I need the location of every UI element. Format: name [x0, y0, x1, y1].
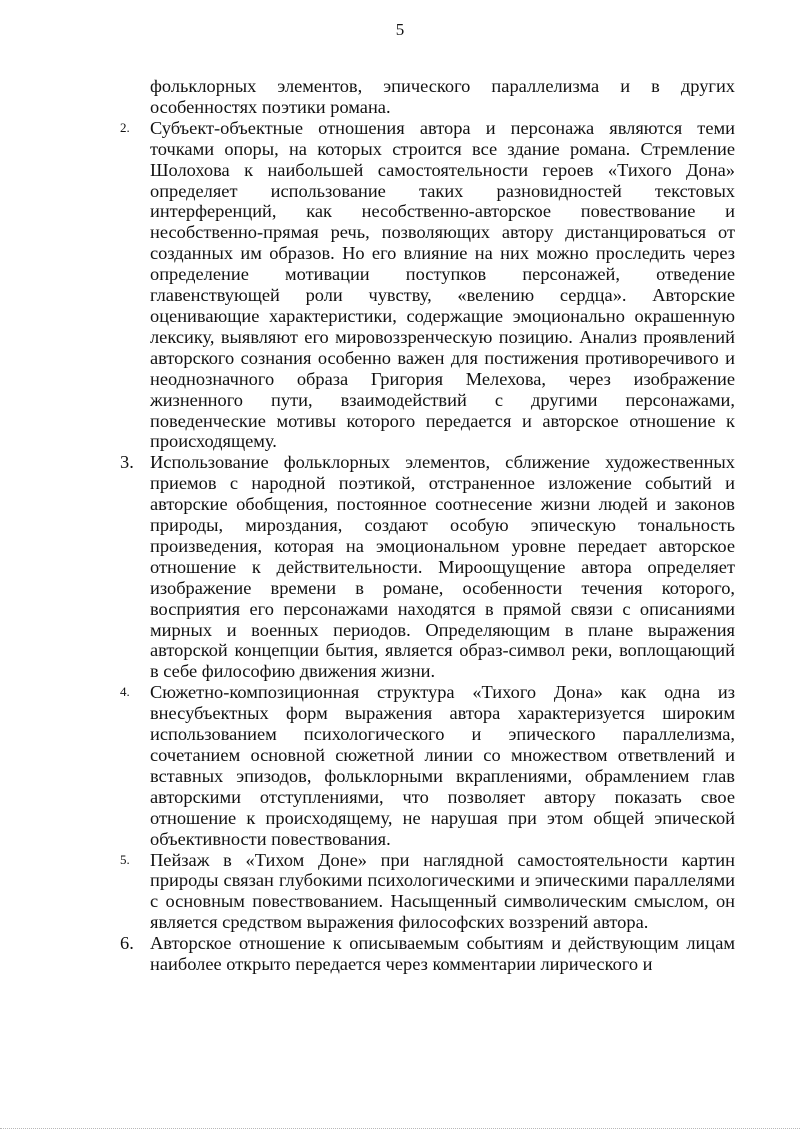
list-item-text: Авторское отношение к описываемым событиям и действующим лицам наиболее открыто передается через комментарии лирического и: [150, 933, 735, 975]
list-item: [120, 933, 735, 975]
list-item: [120, 849, 735, 934]
list-item-number: 6.: [120, 933, 134, 954]
list-item-text: Использование фольклорных элементов, сближение художественных приемов с народной поэтикой, отстраненное изложение событий и авторские обобщения, постоянное соотнесение жизни людей и законов природы, мироздания, создают особую эпическую тональность произведения, которая на эмоциональном уровне передает авторское отношение к действительности. Мироощущение автора определяет изображение времени в романе, особенности течения которого, восприятия его персонажами находятся в прямой связи с описаниями мирных и военных периодов. Определяющим в плане выражения авторской концепции бытия, является образ-символ реки, воплощающий в себе философию движения жизни.: [150, 452, 735, 682]
list-item-number: 4.: [120, 684, 130, 700]
bottom-edge-rule: [0, 1128, 800, 1130]
list-item-text: Субъект-объектные отношения автора и персонажа являются теми точками опоры, на которых строится все здание романа. Стремление Шолохова к наибольшей самостоятельности героев «Тихого Дона» определяет использование таких разновидностей текстовых интерференций, как несобственно-авторское повествование и несобственно-прямая речь, позволяющих автору дистанцироваться от созданных им образов. Но его влияние на них можно проследить через определение мотивации поступков персонажей, отведение главенствующей роли чувству, «велению сердца». Авторские оценивающие характеристики, содержащие эмоционально окрашенную лексику, выявляют его мировоззренческую позицию. Анализ проявлений авторского сознания особенно важен для постижения противоречивого и неоднозначного образа Григория Мелехова, через изображение жизненного пути, взаимодействий с другими персонажами, поведенческие мотивы которого передается и авторское отношение к происходящему.: [150, 117, 735, 452]
list-item-number: 3.: [120, 452, 134, 473]
list-item: [120, 452, 735, 682]
list-item: [120, 682, 735, 849]
continuation-paragraph: фольклорных элементов, эпического параллелизма и в других особенностях поэтики романа.: [150, 76, 735, 117]
page-number: 5: [395, 20, 405, 39]
document-body: [120, 76, 735, 975]
list-item-number: 5.: [120, 851, 130, 867]
list-item-text: Сюжетно-композиционная структура «Тихого Дона» как одна из внесубъектных форм выражения автора характеризуется широким использованием психологического и эпического параллелизма, сочетанием основной сюжетной линии со множеством ответвлений и вставных эпизодов, фольклорными вкраплениями, обрамлением глав авторскими отступлениями, что позволяет автору показать свое отношение к происходящему, не нарушая при этом общей эпической объективности повествования.: [150, 682, 735, 849]
list-item-number: 2.: [120, 119, 130, 135]
list-item-text: Пейзаж в «Тихом Доне» при наглядной самостоятельности картин природы связан глубокими психологическими и эпическими параллелями с основным повествованием. Насыщенный символическим смыслом, он является средством выражения философских воззрений автора.: [150, 849, 735, 933]
list-item: [120, 117, 735, 453]
